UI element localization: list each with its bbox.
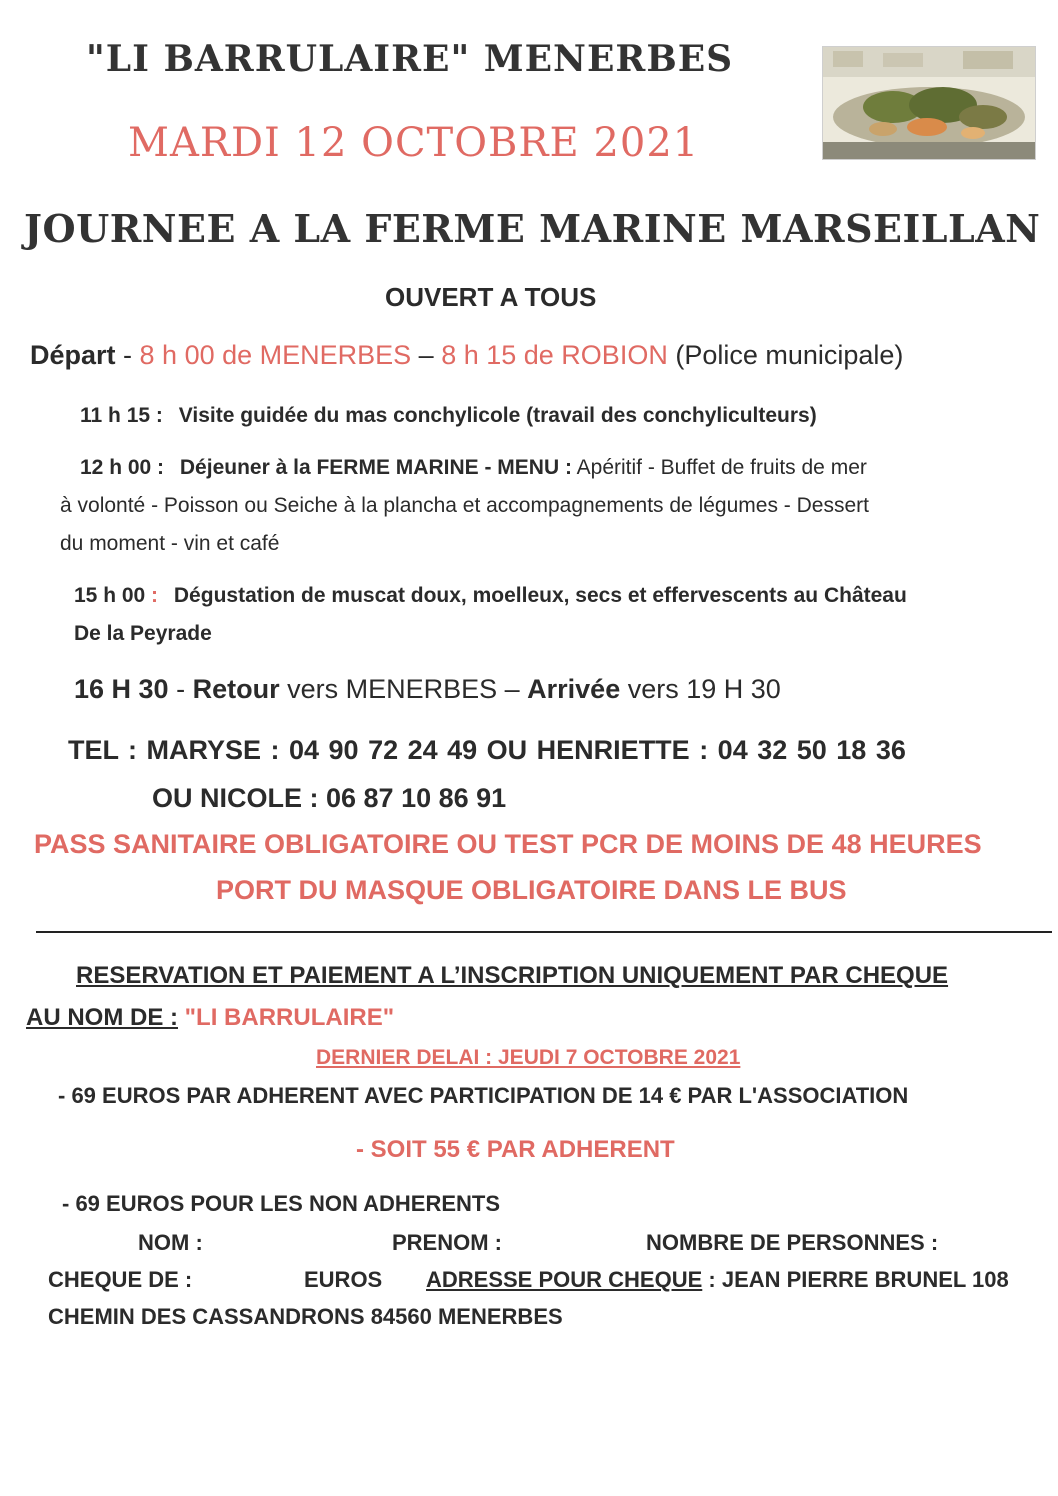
payee-line: [26, 1004, 394, 1032]
departure-place: (Police municipale): [667, 340, 904, 370]
departure-menerbes: 8 h 00 de MENERBES: [139, 340, 412, 370]
schedule-time-1: 11 h 15 :: [80, 404, 163, 427]
form-prenom-label: PRENOM :: [392, 1230, 502, 1255]
departure-robion: 8 h 15 de ROBION: [441, 340, 668, 370]
form-cheque-label: CHEQUE DE :: [48, 1267, 193, 1292]
event-title: JOURNEE A LA FERME MARINE MARSEILLAN: [24, 206, 1041, 251]
return-label: Retour: [192, 674, 280, 704]
departure-dash: –: [411, 340, 442, 370]
schedule-time-2: 12 h 00 :: [80, 456, 165, 479]
arrival-text: vers 19 H 30: [620, 674, 781, 704]
schedule-menu-title: Déjeuner à la FERME MARINE - MENU :: [179, 456, 572, 479]
member-net-price: - SOIT 55 € PAR ADHERENT: [356, 1136, 675, 1163]
contacts-line1: TEL : MARYSE : 04 90 72 24 49 OU HENRIETTE : 04 32 50 18 36: [68, 735, 906, 765]
schedule-item-2: [80, 456, 867, 480]
section-divider: [36, 931, 1052, 933]
schedule-text-3b: De la Peyrade: [74, 622, 212, 645]
departure-line: [30, 340, 903, 371]
payee-name: "LI BARRULAIRE": [178, 1004, 395, 1031]
return-sep: -: [168, 674, 193, 704]
return-time: 16 H 30: [74, 674, 169, 704]
form-euros-label: EUROS: [304, 1267, 383, 1292]
event-date: MARDI 12 OCTOBRE 2021: [128, 120, 700, 166]
deadline: DERNIER DELAI : JEUDI 7 OCTOBRE 2021: [316, 1046, 741, 1069]
cheque-address-value: : JEAN PIERRE BRUNEL 108: [702, 1267, 1009, 1292]
schedule-menu-line2: à volonté - Poisson ou Seiche à la plancha et accompagnements de légumes - Dessert: [60, 494, 869, 517]
schedule-item-3: [74, 584, 907, 608]
schedule-text-1: Visite guidée du mas conchylicole (travail des conchyliculteurs): [178, 404, 817, 427]
schedule-text-3: Dégustation de muscat doux, moelleux, secs et effervescents au Château: [173, 584, 907, 607]
cheque-address: [426, 1267, 1009, 1293]
schedule-item-1: [80, 404, 817, 428]
reservation-line: RESERVATION ET PAIEMENT A L’INSCRIPTION UNIQUEMENT PAR CHEQUE: [76, 962, 949, 989]
departure-sep: -: [115, 340, 140, 370]
buffet-photo: [822, 46, 1036, 160]
mask-notice: PORT DU MASQUE OBLIGATOIRE DANS LE BUS: [216, 875, 847, 905]
form-nb-personnes-label: NOMBRE DE PERSONNES :: [646, 1230, 939, 1255]
open-to-all: OUVERT A TOUS: [385, 282, 597, 312]
buffet-photo-illustration: [823, 47, 1035, 159]
reservation-info: [76, 962, 1056, 990]
schedule-time-3-colon: :: [145, 584, 159, 607]
cheque-address-line2: CHEMIN DES CASSANDRONS 84560 MENERBES: [48, 1304, 563, 1329]
contacts-line2: OU NICOLE : 06 87 10 86 91: [152, 783, 507, 813]
return-text: vers MENERBES –: [279, 674, 528, 704]
schedule-time-3: 15 h 00: [74, 584, 146, 607]
member-price: - 69 EUROS PAR ADHERENT AVEC PARTICIPATION DE 14 € PAR L'ASSOCIATION: [58, 1083, 909, 1108]
org-title: "LI BARRULAIRE" MENERBES: [86, 38, 734, 80]
cheque-address-label: ADRESSE POUR CHEQUE: [426, 1267, 703, 1292]
pass-sanitaire-notice: PASS SANITAIRE OBLIGATOIRE OU TEST PCR DE MOINS DE 48 HEURES: [34, 829, 982, 859]
schedule-menu-line3: du moment - vin et café: [60, 532, 280, 555]
form-nom-label: NOM :: [138, 1230, 203, 1255]
payee-label: AU NOM DE :: [26, 1004, 178, 1031]
departure-label: Départ: [30, 340, 116, 370]
non-member-price: - 69 EUROS POUR LES NON ADHERENTS: [62, 1191, 501, 1216]
return-line: [74, 674, 781, 705]
schedule-menu-line1: Apéritif - Buffet de fruits de mer: [571, 456, 867, 479]
arrival-label: Arrivée: [527, 674, 621, 704]
